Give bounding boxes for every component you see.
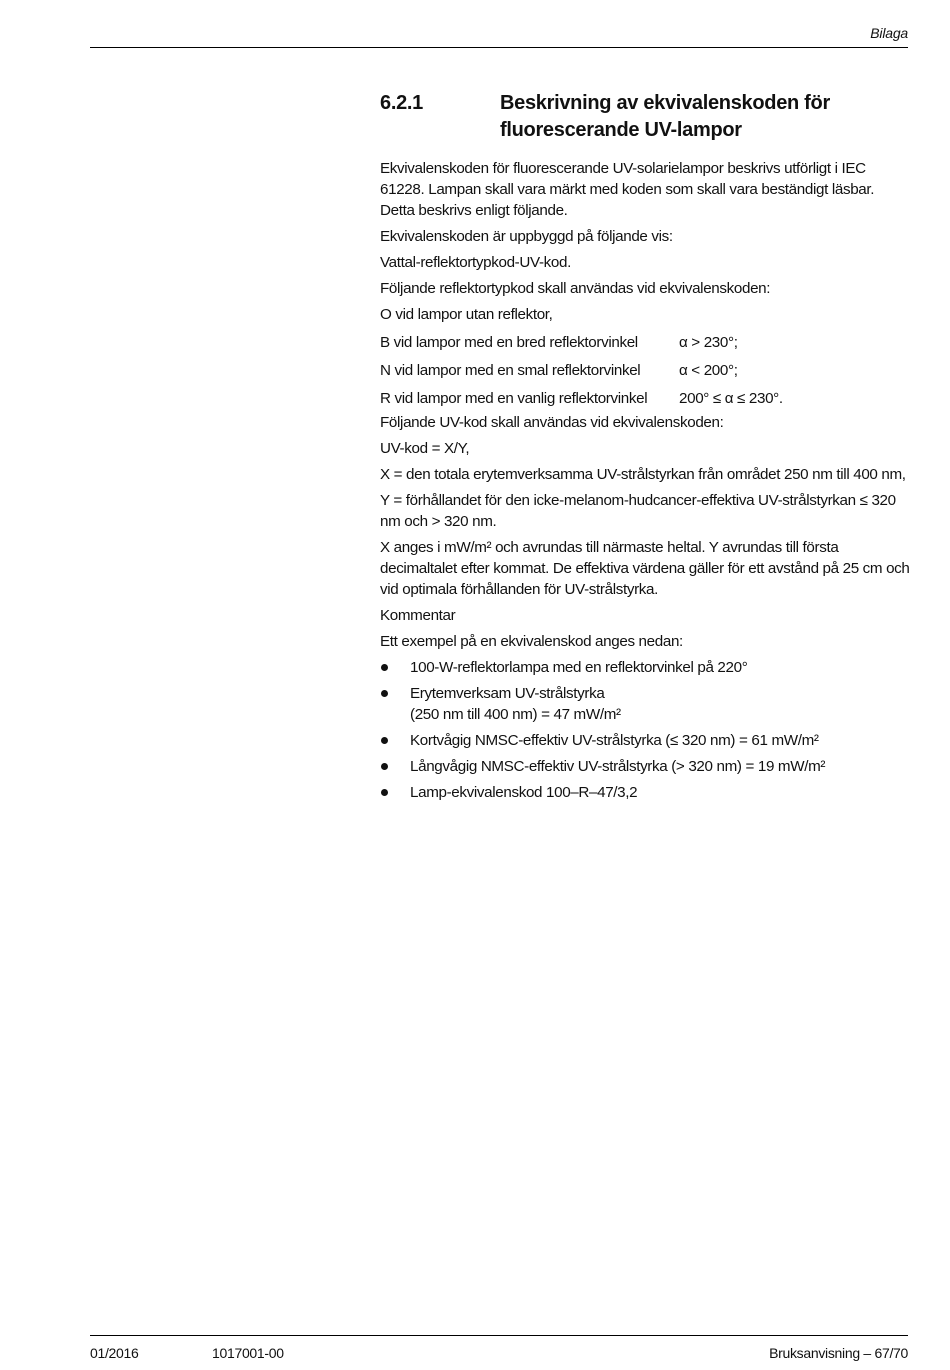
paragraph-reflector-o: O vid lampor utan reflektor, xyxy=(380,306,553,323)
section-heading xyxy=(380,90,910,144)
list-item xyxy=(380,683,910,725)
list-item: 100-W-reflektorlampa med en reflektorvinkel på 220° xyxy=(380,657,910,678)
list-item: Lamp-ekvivalenskod 100–R–47/3,2 xyxy=(380,782,910,803)
reflector-label: R vid lampor med en vanlig reflektorvinkel xyxy=(380,390,648,407)
reflector-value: 200° ≤ α ≤ 230°. xyxy=(679,390,783,407)
paragraph-intro: Ekvivalenskoden för fluorescerande UV-solarielampor beskrivs utförligt i IEC 61228. Lampan skall vara märkt med koden som skall vara beständigt läsbar. Detta beskrivs enligt följande. xyxy=(380,160,875,219)
reflector-label: N vid lampor med en smal reflektorvinkel xyxy=(380,362,641,379)
footer-date: 01/2016 xyxy=(90,1345,139,1361)
paragraph-structure: Ekvivalenskoden är uppbyggd på följande vis: xyxy=(380,228,673,245)
paragraph-y-definition: Y = förhållandet för den icke-melanom-hudcancer-effektiva UV-strålstyrkan ≤ 320 nm och > 320 nm. xyxy=(380,492,896,530)
reflector-row-b xyxy=(380,332,910,353)
section-title xyxy=(500,90,880,144)
example-list xyxy=(380,657,910,803)
paragraph-comment: Kommentar xyxy=(380,607,456,624)
reflector-row-n xyxy=(380,360,910,381)
paragraph-uvcode: UV-kod = X/Y, xyxy=(380,440,470,457)
reflector-label: B vid lampor med en bred reflektorvinkel xyxy=(380,334,638,351)
paragraph-rounding: X anges i mW/m² och avrundas till närmaste heltal. Y avrundas till första decimaltalet efter kommat. De effektiva värdena gäller för ett avstånd på 25 cm och vid optimala förhållanden för UV-strålstyrka. xyxy=(380,539,910,598)
list-item-line1: Erytemverksam UV-strålstyrka xyxy=(410,685,605,702)
footer-doc-number: 1017001-00 xyxy=(212,1345,284,1361)
section-title-line2: fluorescerande UV-lampor xyxy=(500,119,742,141)
header-rule xyxy=(90,47,908,48)
paragraph-example-intro: Ett exempel på en ekvivalenskod anges nedan: xyxy=(380,633,683,650)
footer-rule xyxy=(90,1335,908,1336)
section-number: 6.2.1 xyxy=(380,92,423,114)
paragraph-reflector-intro: Följande reflektortypkod skall användas vid ekvivalenskoden: xyxy=(380,280,771,297)
paragraph-format: Vattal-reflektortypkod-UV-kod. xyxy=(380,254,571,271)
paragraph-uvcode-intro: Följande UV-kod skall användas vid ekvivalenskoden: xyxy=(380,414,724,431)
reflector-value: α < 200°; xyxy=(679,362,738,379)
paragraph-x-definition: X = den totala erytemverksamma UV-strålstyrkan från området 250 nm till 400 nm, xyxy=(380,466,906,483)
main-content xyxy=(380,90,910,808)
section-title-line1: Beskrivning av ekvivalenskoden för xyxy=(500,92,830,114)
list-item: Kortvågig NMSC-effektiv UV-strålstyrka (≤ 320 nm) = 61 mW/m² xyxy=(380,730,910,751)
reflector-value: α > 230°; xyxy=(679,334,738,351)
list-item-line2: (250 nm till 400 nm) = 47 mW/m² xyxy=(410,706,621,723)
reflector-row-r xyxy=(380,388,910,409)
footer-page-info: Bruksanvisning – 67/70 xyxy=(769,1345,908,1361)
list-item: Långvågig NMSC-effektiv UV-strålstyrka (> 320 nm) = 19 mW/m² xyxy=(380,756,910,777)
header-section-label: Bilaga xyxy=(870,25,908,41)
